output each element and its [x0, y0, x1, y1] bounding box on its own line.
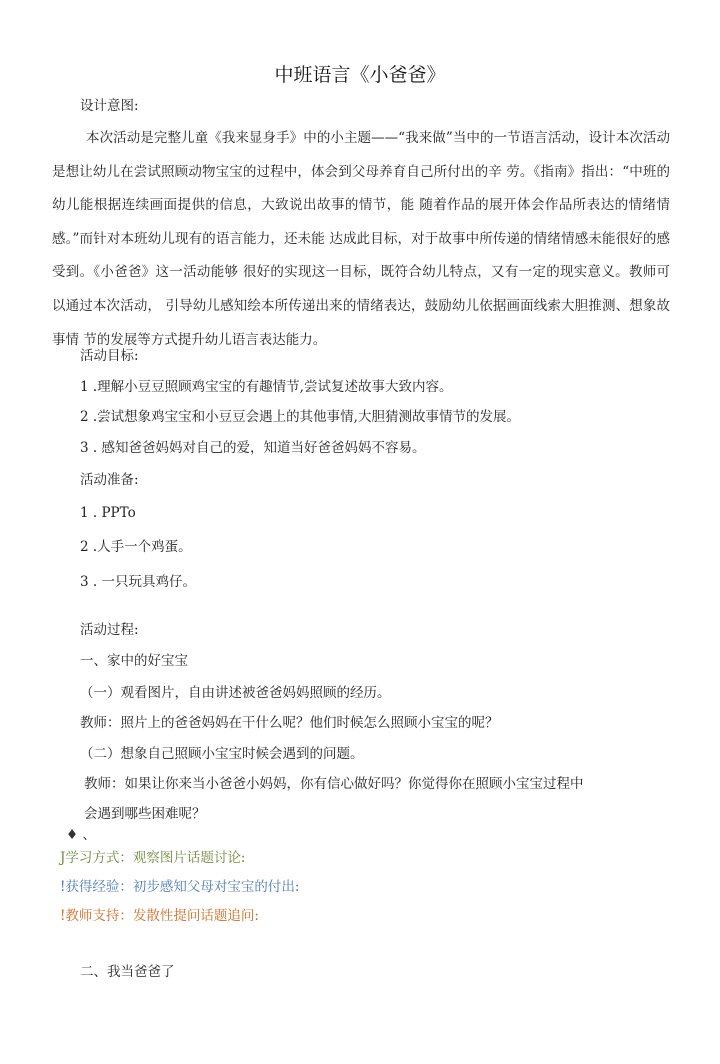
- teacher-question-2-line-1: 教师：如果让你来当小爸爸小妈妈，你有信心做好吗？你觉得你在照顾小宝宝过程中: [84, 776, 584, 792]
- note-learning-method: J学习方式：观察图片话题讨论:: [60, 850, 246, 866]
- teacher-question-1: 教师：照片上的爸爸妈妈在干什么呢？他们时候怎么照顾小宝宝的呢？: [80, 715, 499, 731]
- design-intent-heading: 设计意图:: [80, 98, 139, 114]
- prep-item-1: 1 . PPTo: [80, 505, 136, 521]
- section-2-title: 二、我当爸爸了: [80, 964, 175, 980]
- note-experience: !获得经验：初步感知父母对宝宝的付出:: [60, 879, 300, 895]
- page-title: 中班语言《小爸爸》: [274, 64, 446, 86]
- section-1-title: 一、家中的好宝宝: [80, 653, 188, 669]
- teacher-question-2-line-2: 会遇到哪些困难呢？: [84, 806, 206, 822]
- prep-heading: 活动准备:: [80, 472, 139, 488]
- design-intent-paragraph: 本次活动是完整儿童《我来显身手》中的小主题——“我来做”当中的一节语言活动，设计本次活动是想让幼儿在尝试照顾动物宝宝的过程中，体会到父母养育自己所付出的辛 劳。《指南》指出：“中班的幼儿能根据连续画面提供的信息，大致说出故事的情节，能 随着作品的展开体会作品所表达的情绪情感。”而针对本班幼儿现有的语言能力，还未能 达成此目标，对于故事中所传递的情绪情感未能很好的感受到。《小爸爸》这一活动能够 很好的实现这一目标，既符合幼儿特点，又有一定的现实意义。教师可以通过本次活动， 引导幼儿感知绘本所传递出来的情绪表达，鼓励幼儿依据画面线索大胆推测、想象故事情 节的发展等方式提升幼儿语言表达能力。: [52, 130, 670, 348]
- prep-item-2: 2 .人手一个鸡蛋。: [80, 539, 192, 555]
- goal-item-1: 1 .理解小豆豆照顾鸡宝宝的有趣情节,尝试复述故事大致内容。: [80, 379, 453, 395]
- goal-item-2: 2 .尝试想象鸡宝宝和小豆豆会遇上的其他事情,大胆猜测故事情节的发展。: [80, 409, 520, 425]
- sub-item-1: （一）观看图片，自由讲述被爸爸妈妈照顾的经历。: [80, 685, 391, 701]
- sub-item-2: （二）想象自己照顾小宝宝时候会遇到的问题。: [80, 746, 364, 762]
- bullet-marker: ♦ 、: [66, 827, 96, 843]
- process-heading: 活动过程:: [80, 622, 139, 638]
- note-teacher-support: !教师支持：发散性提问话题追问:: [60, 908, 259, 924]
- prep-item-3: 3 . 一只玩具鸡仔。: [80, 574, 196, 590]
- goal-item-3: 3 . 感知爸爸妈妈对自己的爱，知道当好爸爸妈妈不容易。: [80, 440, 426, 456]
- goals-heading: 活动目标:: [80, 348, 139, 364]
